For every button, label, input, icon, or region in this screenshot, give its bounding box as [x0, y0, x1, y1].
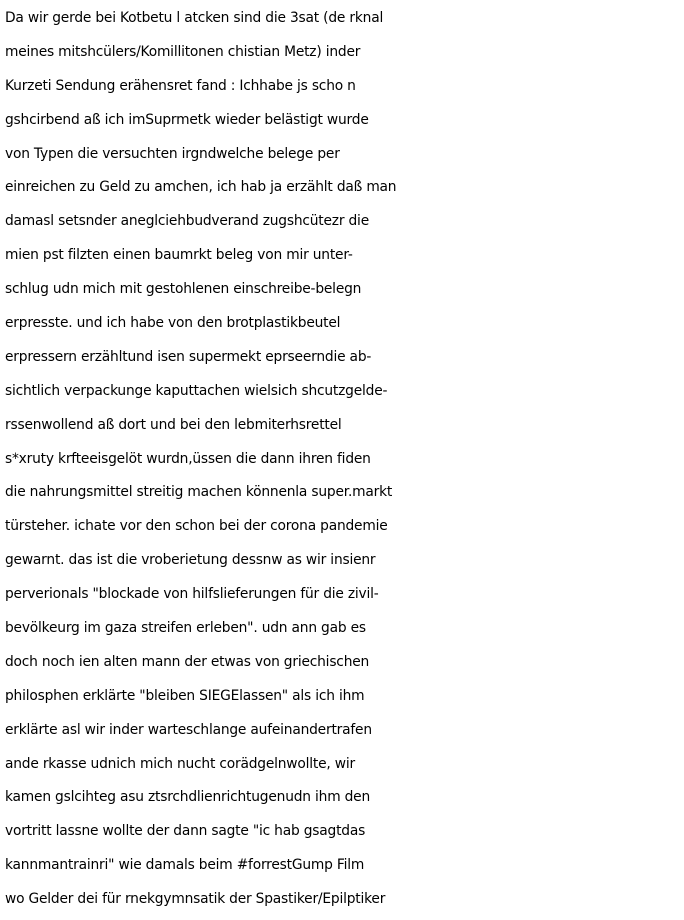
text-line: von Typen die versuchten irgndwelche belege per: [5, 145, 340, 162]
text-line: meines mitshcülers/Komillitonen chistian Metz) inder: [5, 43, 361, 60]
text-line: erklärte asl wir inder warteschlange aufeinandertrafen: [5, 721, 372, 738]
text-line: perverionals "blockade von hilfslieferungen für die zivil-: [5, 586, 379, 603]
text-line: vortritt lassne wollte der dann sagte "ic hab gsagtdas: [5, 823, 366, 840]
text-line: die nahrungsmittel streitig machen könnenla super.markt: [5, 484, 393, 501]
text-line: schlug udn mich mit gestohlenen einschreibe-belegn: [5, 281, 362, 298]
text-line: einreichen zu Geld zu amchen, ich hab ja erzählt daß man: [5, 179, 397, 196]
text-line: philosphen erklärte "bleiben SIEGElassen" als ich ihm: [5, 687, 365, 704]
text-line: rssenwollend aß dort und bei den lebmiterhsrettel: [5, 416, 342, 433]
text-body: [5, 2, 684, 917]
text-line: s*xruty krfteeisgelöt wurdn,üssen die dann ihren fiden: [5, 450, 371, 467]
text-line: bevölkeurg im gaza streifen erleben". udn ann gab es: [5, 620, 366, 637]
text-line: türsteher. ichate vor den schon bei der corona pandemie: [5, 518, 388, 535]
text-line: mien pst filzten einen baumrkt beleg von mir unter-: [5, 247, 353, 264]
text-line: kannmantrainri" wie damals beim #forrestGump Film: [5, 857, 365, 874]
text-line: Kurzeti Sendung erähensret fand : Ichhabe js scho n: [5, 77, 356, 94]
text-line: sichtlich verpackunge kaputtachen wielsich shcutzgelde-: [5, 382, 388, 399]
text-line: doch noch ien alten mann der etwas von griechischen: [5, 653, 370, 670]
text-line: Da wir gerde bei Kotbetu l atcken sind die 3sat (de rknal: [5, 10, 384, 26]
text-line: wo Gelder dei für rnekgymnsatik der Spastiker/Epilptiker: [5, 891, 386, 908]
text-line: gewarnt. das ist die vroberietung dessnw as wir insienr: [5, 552, 376, 569]
text-line: gshcirbend aß ich imSuprmetk wieder belästigt wurde: [5, 111, 369, 128]
text-line: damasl setsnder aneglciehbudverand zugshcütezr die: [5, 213, 369, 230]
text-line: kamen gslcihteg asu ztsrchdlienrichtugenudn ihm den: [5, 789, 371, 806]
text-line: ande rkasse udnich mich nucht corädgelnwollte, wir: [5, 755, 355, 772]
text-line: erpresste. und ich habe von den brotplastikbeutel: [5, 315, 341, 332]
text-line: erpressern erzähltund isen supermekt eprseerndie ab-: [5, 348, 372, 365]
